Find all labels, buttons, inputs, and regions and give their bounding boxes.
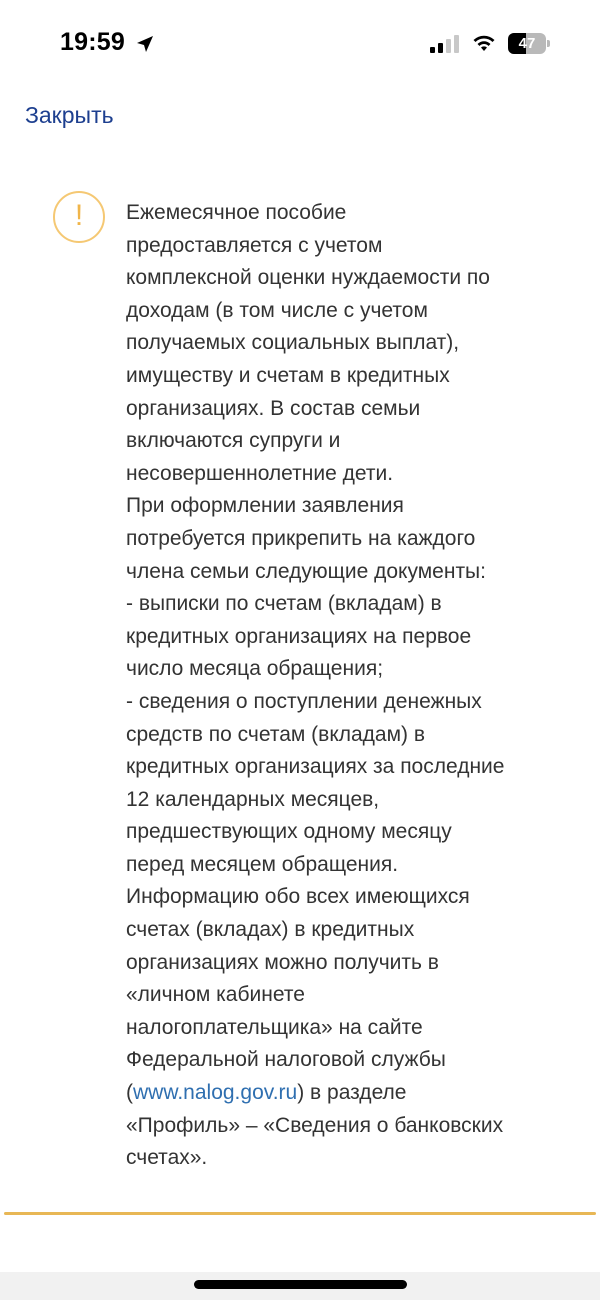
notice-line: - сведения о поступлении денежных: [126, 689, 482, 713]
notice-line: «личном кабинете: [126, 983, 305, 1007]
battery-icon: [508, 33, 550, 54]
notice-link-line: [126, 1077, 556, 1110]
warning-icon: [53, 191, 105, 243]
notice-line: перед месяцем обращения.: [126, 852, 399, 876]
notice-line: кредитных организациях на первое: [126, 624, 472, 648]
status-time: 19:59: [60, 28, 125, 56]
notice-line: предшествующих одному месяцу: [126, 820, 452, 844]
notice-line: Информацию обо всех имеющихся: [126, 885, 470, 909]
notice-line: получаемых социальных выплат),: [126, 331, 460, 355]
notice-line: несовершеннолетние дети.: [126, 461, 394, 485]
notice-line: «Профиль» – «Сведения о банковских: [126, 1113, 504, 1137]
battery-level: 47: [518, 35, 536, 52]
notice-line: включаются супруги и: [126, 429, 341, 453]
notice-line: число месяца обращения;: [126, 657, 384, 681]
notice-line: предоставляется с учетом: [126, 233, 383, 257]
notice-line: организациях. В состав семьи: [126, 396, 421, 420]
home-indicator-area: [0, 1272, 600, 1300]
notice-line: При оформлении заявления: [126, 494, 404, 518]
notice-line: организациях можно получить в: [126, 950, 439, 974]
notice-line: комплексной оценки нуждаемости по: [126, 266, 490, 290]
location-arrow-icon: [135, 34, 155, 54]
status-bar: [0, 0, 600, 90]
notice-line: Федеральной налоговой службы: [126, 1048, 446, 1072]
notice-line: 12 календарных месяцев,: [126, 787, 380, 811]
notice-line: счетах».: [126, 1146, 208, 1170]
cellular-signal-icon: [430, 35, 462, 53]
accent-divider: [4, 1212, 596, 1215]
nalog-link[interactable]: www.nalog.gov.ru: [133, 1081, 298, 1105]
notice-line: потребуется прикрепить на каждого: [126, 526, 476, 550]
notice-line: налогоплательщика» на сайте: [126, 1015, 423, 1039]
close-button[interactable]: Закрыть: [25, 102, 114, 128]
notice-line: члена семьи следующие документы:: [126, 559, 486, 583]
notice-line: счетах (вкладах) в кредитных: [126, 918, 415, 942]
notice-line: - выписки по счетам (вкладам) в: [126, 592, 442, 616]
notice-line: средств по счетам (вкладам) в: [126, 722, 426, 746]
link-suffix: ) в разделе: [297, 1081, 407, 1105]
notice-line: кредитных организациях за последние: [126, 755, 505, 779]
link-prefix: (: [126, 1081, 133, 1105]
notice-line: доходам (в том числе с учетом: [126, 298, 428, 322]
notice-line: имуществу и счетам в кредитных: [126, 363, 450, 387]
wifi-icon: [472, 34, 496, 52]
home-indicator[interactable]: [194, 1280, 407, 1289]
notice-line: Ежемесячное пособие: [126, 201, 347, 224]
exclamation-glyph: !: [74, 199, 84, 232]
notice-text: [126, 197, 556, 1175]
